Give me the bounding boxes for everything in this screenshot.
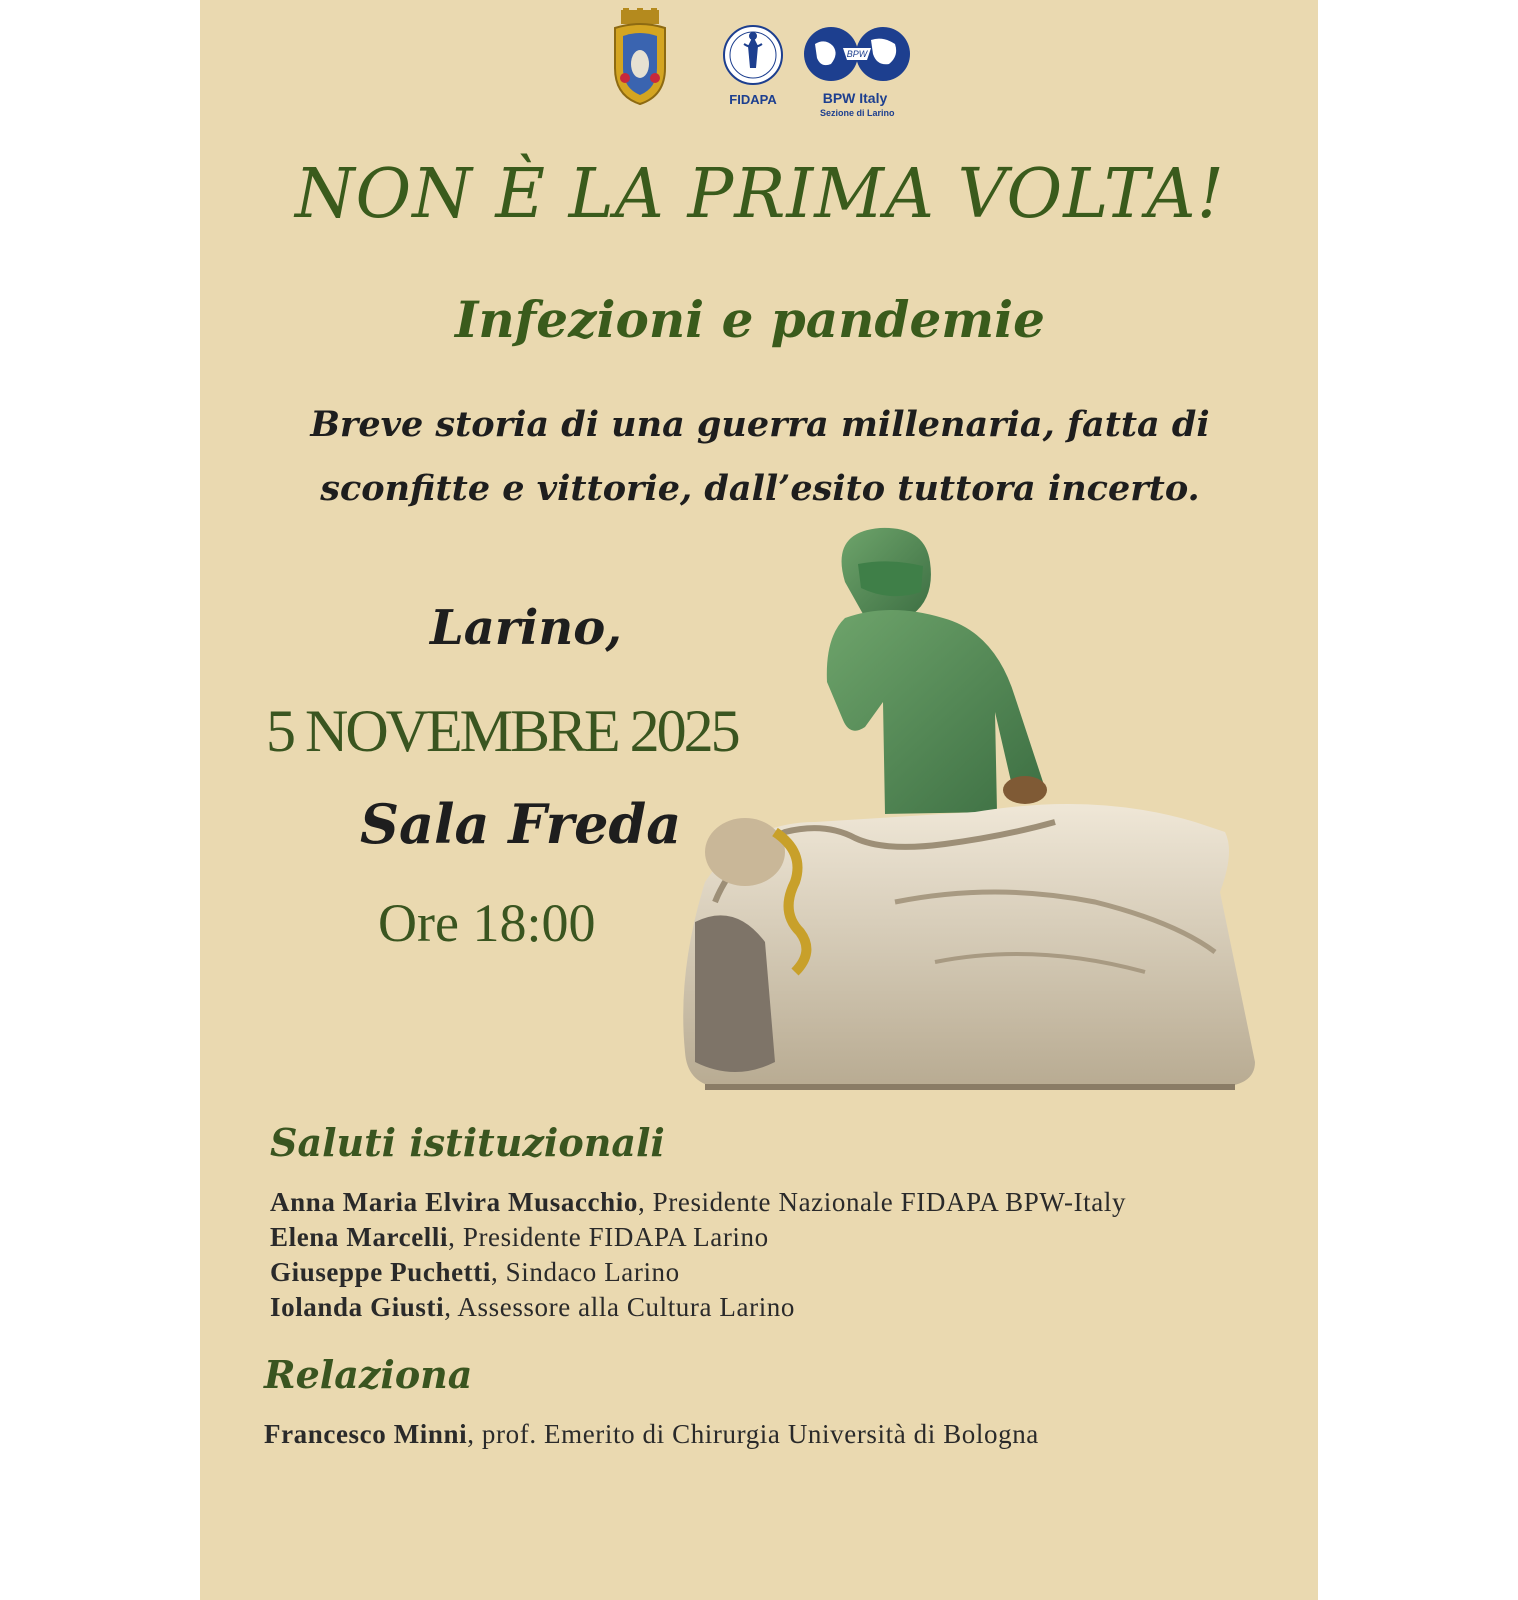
greetings-heading: Saluti istituzionali bbox=[270, 1120, 665, 1165]
speaker-role: , prof. Emerito di Chirurgia Università di Bologna bbox=[467, 1419, 1039, 1449]
speaker-line bbox=[264, 1417, 1039, 1452]
person-name: Anna Maria Elvira Musacchio bbox=[270, 1187, 638, 1217]
logo-bar bbox=[200, 8, 1318, 128]
speaker-name: Francesco Minni bbox=[264, 1419, 468, 1449]
list-item bbox=[270, 1220, 1126, 1255]
tagline-line-1: Breve storia di una guerra millenaria, fatta di bbox=[310, 404, 1210, 445]
speaker-heading: Relaziona bbox=[264, 1352, 473, 1397]
tagline-line-2: sconfitte e vittorie, dall’esito tuttora incerto. bbox=[320, 468, 1200, 509]
event-city: Larino, bbox=[430, 600, 622, 656]
poster-title: NON È LA PRIMA VOLTA! bbox=[294, 155, 1225, 234]
bpw-globe-icon bbox=[803, 24, 911, 84]
event-date: 5 NOVEMBRE 2025 bbox=[266, 698, 738, 764]
person-role: , Sindaco Larino bbox=[490, 1257, 680, 1287]
list-item bbox=[270, 1255, 1126, 1290]
patient-head bbox=[705, 818, 785, 886]
event-time: Ore 18:00 bbox=[378, 893, 596, 953]
list-item bbox=[270, 1185, 1126, 1220]
bpw-globe-text: BPW bbox=[846, 49, 868, 59]
person-name: Iolanda Giusti bbox=[270, 1292, 445, 1322]
poster bbox=[200, 0, 1318, 1600]
surgeon-sculpture-image bbox=[675, 522, 1275, 1107]
surgeon-hand bbox=[1003, 776, 1047, 804]
poster-subtitle: Infezioni e pandemie bbox=[455, 290, 1045, 349]
person-name: Elena Marcelli bbox=[270, 1222, 449, 1252]
person-name: Giuseppe Puchetti bbox=[270, 1257, 491, 1287]
list-item bbox=[270, 1290, 1126, 1325]
bpw-label: BPW Italy bbox=[822, 90, 888, 106]
bpw-sublabel: Sezione di Larino bbox=[820, 108, 895, 118]
person-role: , Presidente Nazionale FIDAPA BPW-Italy bbox=[637, 1187, 1127, 1217]
person-role: , Assessore alla Cultura Larino bbox=[444, 1292, 795, 1322]
greetings-list bbox=[270, 1185, 1126, 1325]
fidapa-logo-icon bbox=[722, 24, 784, 86]
tagline bbox=[290, 393, 1230, 521]
event-venue: Sala Freda bbox=[360, 792, 682, 856]
fidapa-label: FIDAPA bbox=[729, 92, 777, 107]
person-role: , Presidente FIDAPA Larino bbox=[448, 1222, 769, 1252]
town-crest-icon bbox=[605, 8, 675, 108]
